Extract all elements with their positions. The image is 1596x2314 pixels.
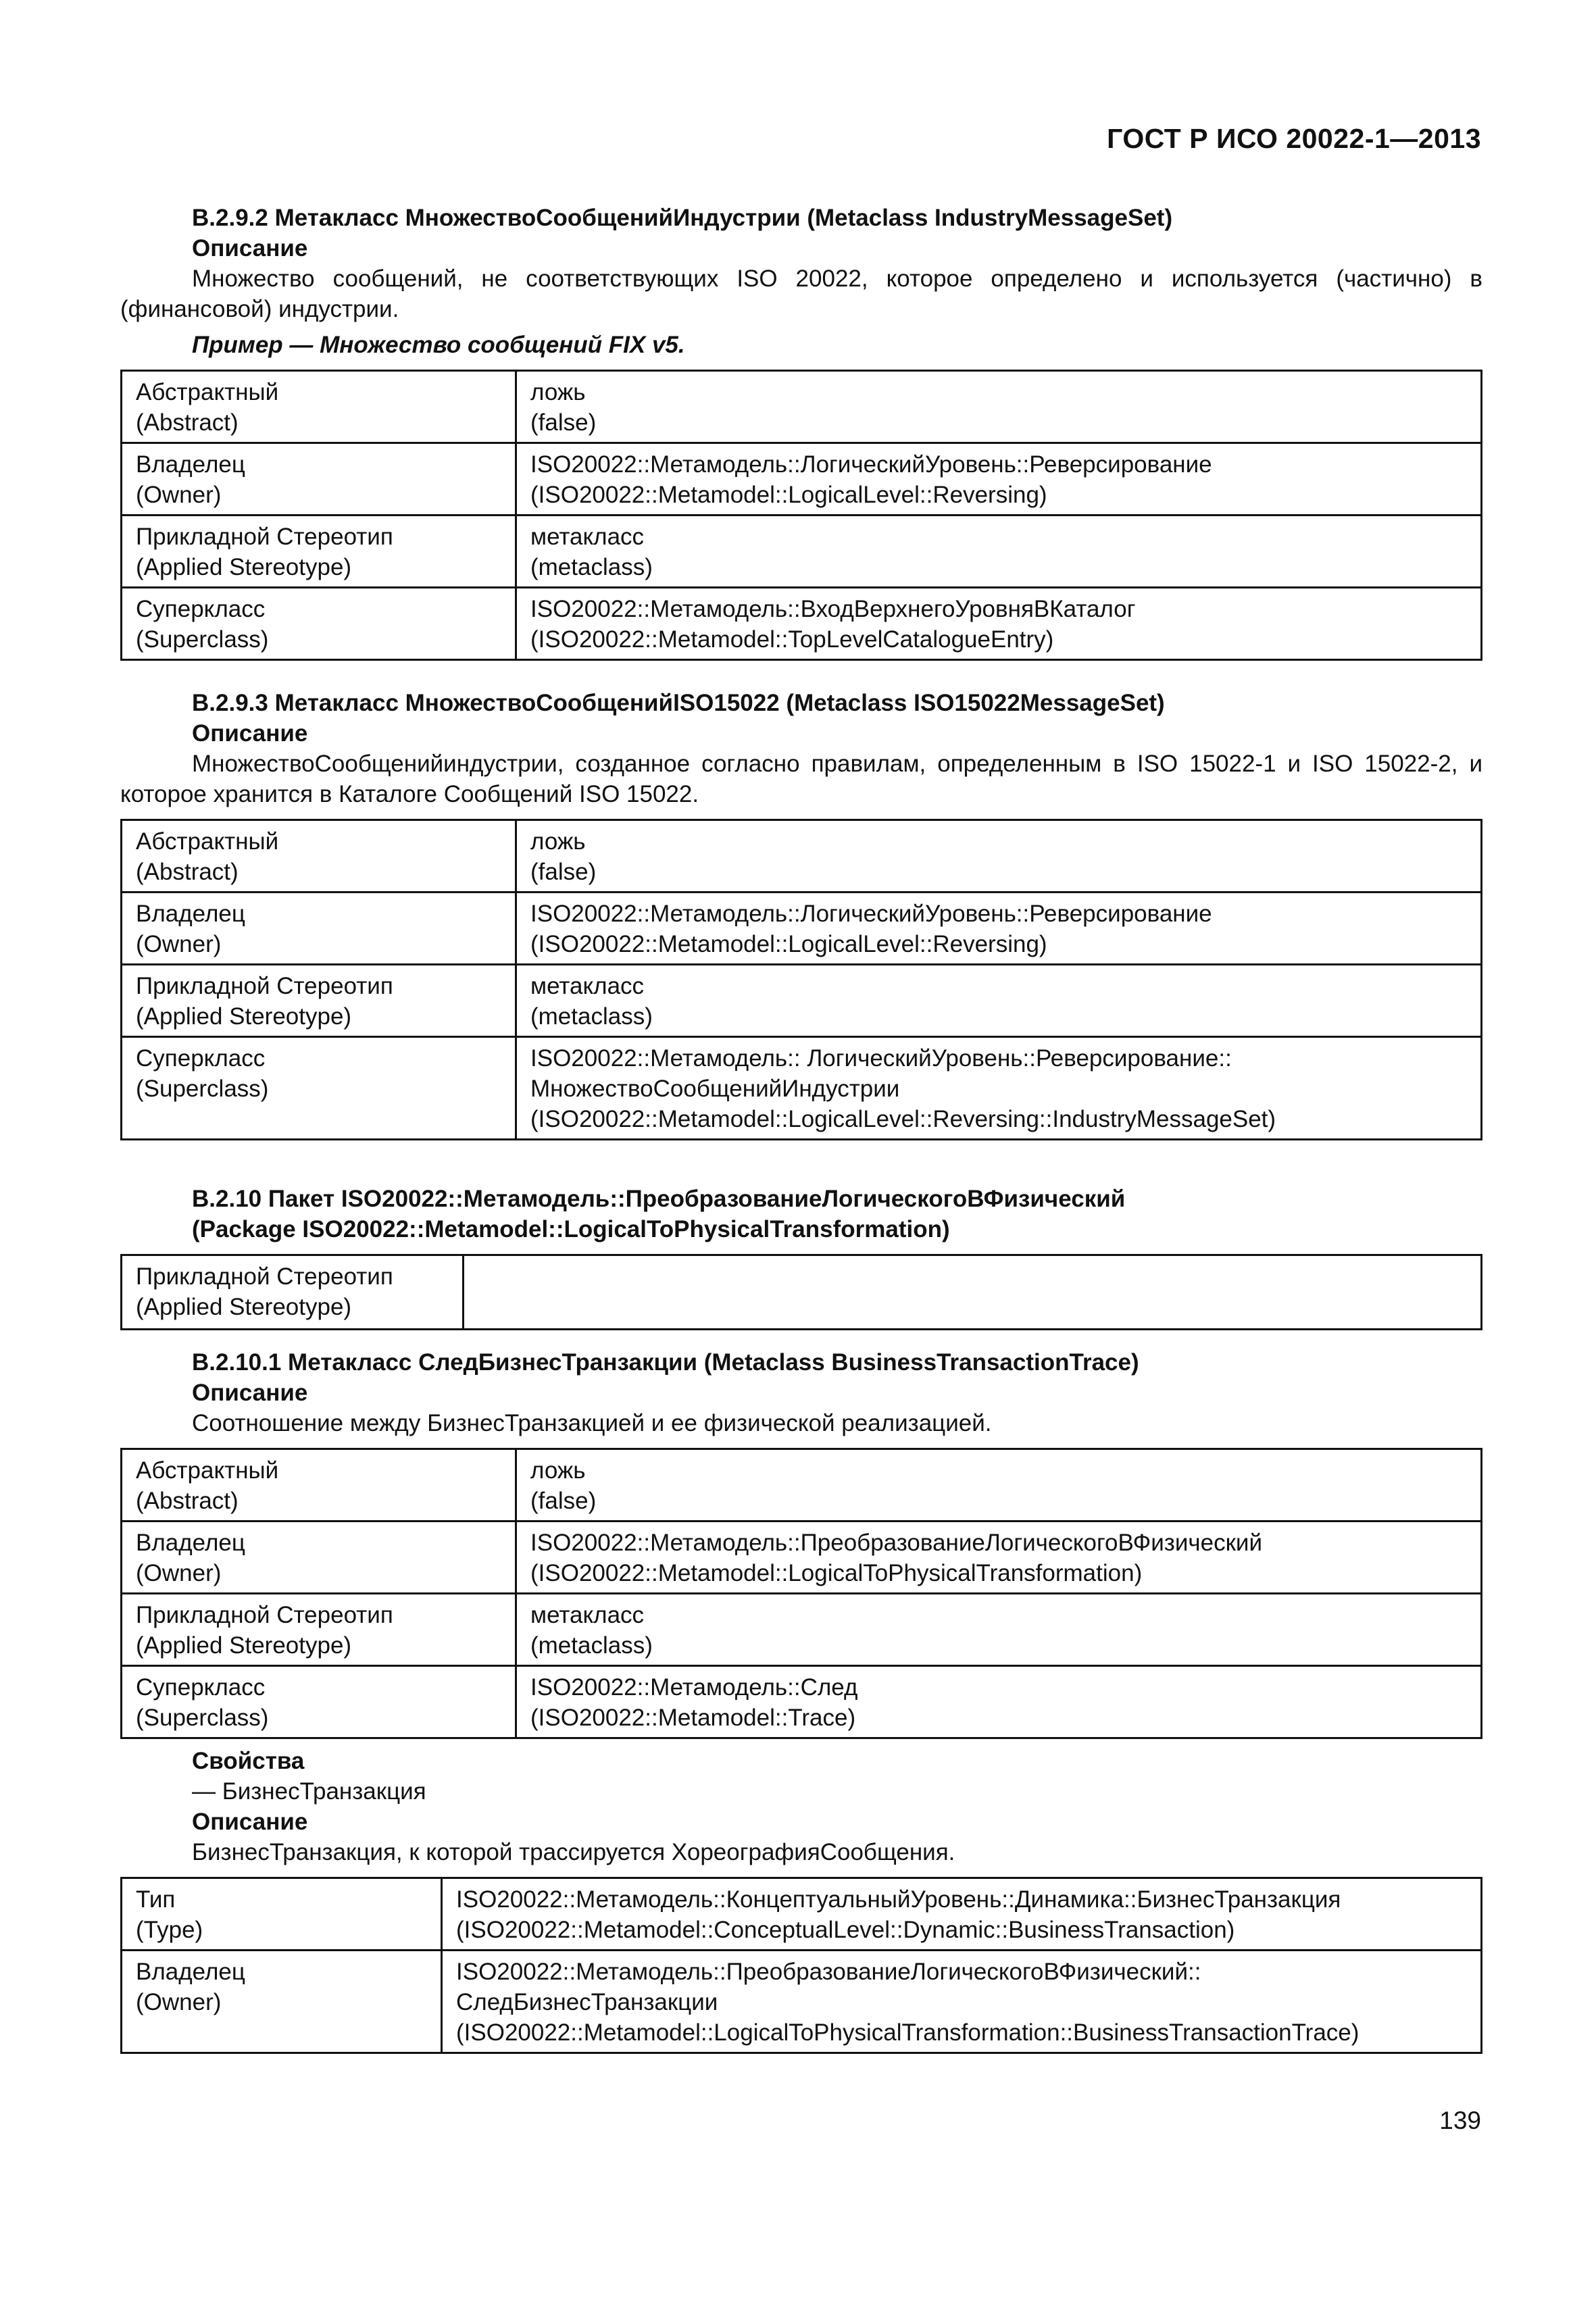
property-name-line: (Owner) — [136, 1560, 222, 1586]
property-value-cell — [516, 1521, 1482, 1594]
property-value-cell — [516, 1666, 1482, 1738]
property-value-cell — [516, 1594, 1482, 1666]
standard-header: ГОСТ Р ИСО 20022-1—2013 — [1107, 123, 1481, 154]
table-row — [122, 1878, 1482, 1951]
property-name-line: (Owner) — [136, 1989, 222, 2015]
property-name-cell — [122, 1594, 516, 1666]
section-title: B.2.9.3 Метакласс МножествоСообщенийISO15022 (Metaclass ISO15022MessageSet) — [192, 690, 1165, 716]
table-row — [122, 1666, 1482, 1738]
page-number: 139 — [1439, 2107, 1481, 2134]
property-value-line: (ISO20022::Metamodel::ConceptualLevel::Dynamic::BusinessTransaction) — [456, 1917, 1235, 1943]
property-description-text: БизнесТранзакция, к которой трассируется ХореографияСообщения. — [192, 1839, 955, 1865]
property-value-line: СледБизнесТранзакции — [456, 1989, 718, 2015]
table-row — [122, 892, 1482, 965]
property-name-line: Прикладной Стереотип — [136, 1602, 393, 1628]
property-value-line: (ISO20022::Metamodel::LogicalToPhysicalTransformation::BusinessTransactionTrace) — [456, 2019, 1360, 2046]
property-value-line: (false) — [530, 409, 597, 436]
table-row — [122, 371, 1482, 443]
property-value-cell — [442, 1951, 1482, 2053]
property-name-cell — [122, 443, 516, 515]
table-row — [122, 1951, 1482, 2053]
property-value-line: (ISO20022::Metamodel::LogicalLevel::Reversing) — [530, 482, 1047, 508]
property-value-cell — [516, 588, 1482, 660]
table-row — [122, 1037, 1482, 1140]
property-table — [120, 1877, 1482, 2054]
description-label: Описание — [192, 1380, 308, 1406]
property-name-line: Суперкласс — [136, 596, 266, 622]
property-value-line: метакласс — [530, 524, 645, 550]
property-name-cell — [122, 371, 516, 443]
property-name-line: (Abstract) — [136, 859, 239, 885]
property-name-cell — [122, 1255, 464, 1330]
properties-table — [120, 819, 1482, 1140]
properties-table — [120, 370, 1482, 661]
property-name-line: Владелец — [136, 1530, 245, 1556]
property-value-cell — [516, 371, 1482, 443]
section-title: B.2.10 Пакет ISO20022::Метамодель::ПреобразованиеЛогическогоВФизический — [192, 1186, 1126, 1212]
section-b2-10 — [120, 1184, 1482, 1337]
property-value-line: (ISO20022::Metamodel::LogicalToPhysicalTransformation) — [530, 1560, 1143, 1586]
properties-label: Свойства — [192, 1748, 305, 1774]
property-name-line: (Applied Stereotype) — [136, 1003, 352, 1030]
property-value-line: ложь — [530, 379, 586, 405]
property-name-line: (Superclass) — [136, 1076, 269, 1102]
property-value-line: метакласс — [530, 973, 645, 999]
property-name-line: (Applied Stereotype) — [136, 1632, 352, 1659]
table-row — [122, 1255, 1482, 1330]
description-label: Описание — [192, 235, 308, 261]
table-row — [122, 1594, 1482, 1666]
property-value-line: метакласс — [530, 1602, 645, 1628]
property-name-cell — [122, 1878, 442, 1951]
property-name-line: (Applied Stereotype) — [136, 1294, 352, 1320]
property-name-line: Абстрактный — [136, 379, 279, 405]
property-name-cell — [122, 588, 516, 660]
example-text: Пример — Множество сообщений FIX v5. — [192, 332, 685, 358]
property-value-line: ISO20022::Метамодель:: ЛогическийУровень::Реверсирование:: — [530, 1045, 1232, 1072]
property-value-line: МножествоСообщенийИндустрии — [530, 1076, 900, 1102]
property-value-cell — [442, 1878, 1482, 1951]
property-name-line: Владелец — [136, 901, 245, 927]
property-name-line: (Owner) — [136, 931, 222, 957]
section-b2-10-1 — [120, 1347, 1482, 2061]
property-name-line: Абстрактный — [136, 1457, 279, 1484]
property-value-cell — [464, 1255, 1482, 1330]
property-value-line: (ISO20022::Metamodel::TopLevelCatalogueEntry) — [530, 626, 1054, 653]
property-value-line: ISO20022::Метамодель::ЛогическийУровень::Реверсирование — [530, 451, 1212, 478]
property-value-line: (metaclass) — [530, 1632, 653, 1659]
property-value-line: (ISO20022::Metamodel::LogicalLevel::Reversing) — [530, 931, 1047, 957]
description-label: Описание — [192, 720, 308, 747]
property-name-line: Суперкласс — [136, 1674, 266, 1701]
property-name-line: (Owner) — [136, 482, 222, 508]
property-name-cell — [122, 1037, 516, 1140]
property-item: — БизнесТранзакция — [192, 1778, 426, 1805]
properties-table — [120, 1254, 1482, 1330]
property-name-cell — [122, 515, 516, 588]
table-row — [122, 515, 1482, 588]
table-row — [122, 588, 1482, 660]
description-text: МножествоСообщенийиндустрии, созданное согласно правилам, определенным в ISO 15022-1 и ISO 15022-2, и которое хранится в Каталоге Сообщений ISO 15022. — [120, 751, 1482, 807]
section-title-en: (Package ISO20022::Metamodel::LogicalToPhysicalTransformation) — [192, 1216, 950, 1242]
property-value-cell — [516, 1037, 1482, 1140]
property-name-line: Прикладной Стереотип — [136, 1263, 393, 1290]
table-row — [122, 965, 1482, 1037]
property-value-line: ISO20022::Метамодель::ПреобразованиеЛогическогоВФизический — [530, 1530, 1263, 1556]
property-name-line: Прикладной Стереотип — [136, 524, 393, 550]
property-value-line: ложь — [530, 828, 586, 855]
description-text: Множество сообщений, не соответствующих ISO 20022, которое определено и используется (частично) в (финансовой) индустрии. — [120, 266, 1482, 322]
property-name-line: Владелец — [136, 1959, 245, 1985]
property-name-cell — [122, 892, 516, 965]
property-name-line: Прикладной Стереотип — [136, 973, 393, 999]
property-name-cell — [122, 1449, 516, 1521]
property-name-line: (Superclass) — [136, 1705, 269, 1731]
property-value-cell — [516, 892, 1482, 965]
property-name-line: Абстрактный — [136, 828, 279, 855]
property-value-line: ISO20022::Метамодель::ПреобразованиеЛогическогоВФизический:: — [456, 1959, 1201, 1985]
property-value-cell — [516, 515, 1482, 588]
properties-table — [120, 1448, 1482, 1739]
property-name-line: Суперкласс — [136, 1045, 266, 1072]
property-name-cell — [122, 1951, 442, 2053]
property-value-line: (metaclass) — [530, 554, 653, 580]
section-title: B.2.10.1 Метакласс СледБизнесТранзакции (Metaclass BusinessTransactionTrace) — [192, 1349, 1139, 1376]
section-b2-9-3 — [120, 688, 1482, 1147]
property-name-cell — [122, 820, 516, 892]
property-value-line: (false) — [530, 1488, 597, 1514]
property-value-cell — [516, 965, 1482, 1037]
property-value-line: ложь — [530, 1457, 586, 1484]
table-row — [122, 1449, 1482, 1521]
property-name-line: (Applied Stereotype) — [136, 554, 352, 580]
property-value-cell — [516, 1449, 1482, 1521]
table-row — [122, 443, 1482, 515]
property-value-line: ISO20022::Метамодель::КонцептуальныйУровень::Динамика::БизнесТранзакция — [456, 1886, 1341, 1913]
property-name-cell — [122, 965, 516, 1037]
property-name-cell — [122, 1521, 516, 1594]
property-name-cell — [122, 1666, 516, 1738]
section-b2-9-2 — [120, 203, 1482, 668]
property-value-line: ISO20022::Метамодель::ВходВерхнегоУровняВКаталог — [530, 596, 1136, 622]
property-value-cell — [516, 820, 1482, 892]
table-row — [122, 1521, 1482, 1594]
property-value-line: (metaclass) — [530, 1003, 653, 1030]
property-value-line: ISO20022::Метамодель::ЛогическийУровень::Реверсирование — [530, 901, 1212, 927]
property-value-line: (false) — [530, 859, 597, 885]
property-value-line: (ISO20022::Metamodel::Trace) — [530, 1705, 856, 1731]
property-name-line: (Superclass) — [136, 626, 269, 653]
property-description-label: Описание — [192, 1809, 308, 1835]
property-value-cell — [516, 443, 1482, 515]
property-name-line: (Abstract) — [136, 409, 239, 436]
table-row — [122, 820, 1482, 892]
property-value-line: ISO20022::Метамодель::След — [530, 1674, 858, 1701]
property-value-line: (ISO20022::Metamodel::LogicalLevel::Reversing::IndustryMessageSet) — [530, 1106, 1276, 1132]
section-title: B.2.9.2 Метакласс МножествоСообщенийИндустрии (Metaclass IndustryMessageSet) — [192, 205, 1173, 231]
property-name-line: (Type) — [136, 1917, 203, 1943]
property-name-line: Владелец — [136, 451, 245, 478]
property-name-line: (Abstract) — [136, 1488, 239, 1514]
description-text: Соотношение между БизнесТранзакцией и ее физической реализацией. — [192, 1410, 992, 1436]
property-name-line: Тип — [136, 1886, 176, 1913]
